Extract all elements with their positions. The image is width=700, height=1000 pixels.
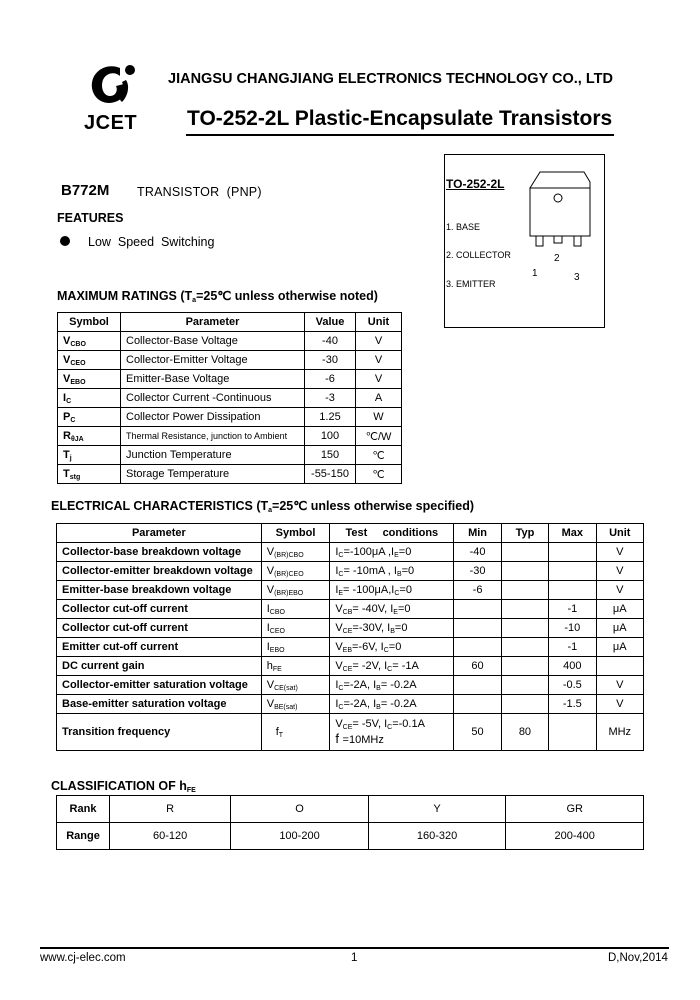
cell-symbol: $I_{CBO}$ — [261, 600, 330, 619]
cell-unit: A — [356, 389, 402, 408]
range-cell: 100-200 — [231, 823, 369, 850]
cell-min: 60 — [454, 657, 501, 676]
cell-unit: V — [596, 543, 643, 562]
cell-unit: V — [596, 676, 643, 695]
cell-min — [454, 619, 501, 638]
page-number: 1 — [351, 952, 358, 964]
table-row — [57, 600, 644, 619]
cell-typ — [501, 676, 548, 695]
pin-number-2: 2 — [554, 253, 560, 264]
col-typ: Typ — [501, 524, 548, 543]
cell-parameter: Collector-base breakdown voltage — [57, 543, 262, 562]
cell-min — [454, 676, 501, 695]
col-unit: Unit — [356, 313, 402, 332]
cell-max: -1.5 — [549, 695, 596, 714]
cell-min: -6 — [454, 581, 501, 600]
cell-value: -30 — [305, 351, 356, 370]
condition-line-2: f =10MHz — [335, 731, 384, 746]
cell-unit: V — [596, 562, 643, 581]
cell-unit: ℃/W — [356, 427, 402, 446]
pin-2-label: 2. COLLECTOR — [446, 250, 511, 260]
electrical-table — [56, 523, 644, 751]
table-row — [58, 408, 402, 427]
cell-typ — [501, 695, 548, 714]
cell-parameter: DC current gain — [57, 657, 262, 676]
cell-unit: μA — [596, 619, 643, 638]
cell-typ — [501, 619, 548, 638]
page-title: TO-252-2L Plastic-Encapsulate Transistors — [187, 107, 613, 130]
condition-line-1: $V_{CE}= -5V$, $I_C=-0.1A$ — [335, 718, 425, 731]
range-label: Range — [57, 823, 110, 850]
cell-max: -10 — [549, 619, 596, 638]
cell-typ — [501, 543, 548, 562]
col-conditions: Test conditions — [330, 524, 454, 543]
cell-typ — [501, 657, 548, 676]
col-parameter: Parameter — [121, 313, 305, 332]
pin-number-3: 3 — [574, 272, 580, 283]
cell-unit: μA — [596, 600, 643, 619]
rank-cell: Y — [368, 796, 506, 823]
cell-symbol: $T_{stg}$ — [58, 465, 121, 484]
cell-symbol: $V_{EBO}$ — [58, 370, 121, 389]
feature-item: Low Speed Switching — [88, 235, 215, 249]
cell-max — [549, 562, 596, 581]
title-underline — [186, 134, 614, 136]
table-row — [58, 427, 402, 446]
cell-min: 50 — [454, 714, 501, 751]
cell-unit: ℃ — [356, 465, 402, 484]
cell-parameter: Thermal Resistance, junction to Ambient — [121, 427, 305, 446]
cell-typ: 80 — [501, 714, 548, 751]
cell-conditions — [330, 714, 454, 751]
range-row — [57, 823, 644, 850]
cell-min — [454, 600, 501, 619]
features-heading: FEATURES — [57, 211, 124, 225]
classification-heading: CLASSIFICATION OF $h_{FE}$ — [51, 779, 196, 794]
cell-symbol: $V_{(BR)EBO}$ — [261, 581, 330, 600]
cell-symbol: $V_{(BR)CBO}$ — [261, 543, 330, 562]
table-row — [57, 676, 644, 695]
cell-unit: V — [356, 351, 402, 370]
col-symbol: Symbol — [261, 524, 330, 543]
cell-symbol: $h_{FE}$ — [261, 657, 330, 676]
cell-max — [549, 543, 596, 562]
table-row — [57, 714, 644, 751]
table-header-row — [58, 313, 402, 332]
cell-symbol: $V_{CE(sat)}$ — [261, 676, 330, 695]
cell-max: 400 — [549, 657, 596, 676]
cell-typ — [501, 562, 548, 581]
cell-value: 150 — [305, 446, 356, 465]
cell-value: -3 — [305, 389, 356, 408]
footer-divider — [40, 947, 669, 949]
cell-value: -40 — [305, 332, 356, 351]
table-row — [57, 619, 644, 638]
range-cell: 200-400 — [506, 823, 644, 850]
cell-max: -1 — [549, 600, 596, 619]
cell-value: 100 — [305, 427, 356, 446]
cell-max: -1 — [549, 638, 596, 657]
cell-parameter: Collector Current -Continuous — [121, 389, 305, 408]
cell-unit — [596, 657, 643, 676]
pin-3-label: 3. EMITTER — [446, 279, 496, 289]
cell-parameter: Emitter-Base Voltage — [121, 370, 305, 389]
cell-conditions: $I_E= -100\mu A,I_C=0$ — [330, 581, 454, 600]
cell-typ — [501, 638, 548, 657]
rank-cell: R — [110, 796, 231, 823]
col-parameter: Parameter — [57, 524, 262, 543]
bullet-icon — [60, 236, 70, 246]
cell-unit: V — [596, 695, 643, 714]
cell-parameter: Storage Temperature — [121, 465, 305, 484]
cell-value: 1.25 — [305, 408, 356, 427]
max-ratings-heading: MAXIMUM RATINGS ($T_a=25℃$ unless otherwise noted) — [57, 289, 378, 304]
table-row — [57, 581, 644, 600]
cell-min: -30 — [454, 562, 501, 581]
cell-unit: μA — [596, 638, 643, 657]
cell-parameter: Collector-emitter breakdown voltage — [57, 562, 262, 581]
cell-parameter: Collector-emitter saturation voltage — [57, 676, 262, 695]
table-row — [58, 370, 402, 389]
pin-number-1: 1 — [532, 268, 538, 279]
cell-typ — [501, 600, 548, 619]
cell-max: -0.5 — [549, 676, 596, 695]
cell-unit: W — [356, 408, 402, 427]
company-name: JIANGSU CHANGJIANG ELECTRONICS TECHNOLOGY CO., LTD — [168, 71, 613, 87]
cell-min — [454, 695, 501, 714]
cell-typ — [501, 581, 548, 600]
cell-symbol: $V_{BE(sat)}$ — [261, 695, 330, 714]
cell-unit: V — [356, 332, 402, 351]
cell-parameter: Base-emitter saturation voltage — [57, 695, 262, 714]
cell-parameter: Collector cut-off current — [57, 600, 262, 619]
part-number: B772M — [61, 182, 110, 199]
cell-conditions: $I_C=-2A$, $I_B= -0.2A$ — [330, 676, 454, 695]
table-row — [57, 638, 644, 657]
cell-unit: MHz — [596, 714, 643, 751]
cell-conditions: $V_{CB}= -40V$, $I_E=0$ — [330, 600, 454, 619]
table-header-row — [57, 524, 644, 543]
col-min: Min — [454, 524, 501, 543]
table-row — [58, 389, 402, 408]
rank-row — [57, 796, 644, 823]
rank-label: Rank — [57, 796, 110, 823]
cell-conditions: $I_C= -10mA$ , $I_B=0$ — [330, 562, 454, 581]
cell-conditions: $I_C=-2A$, $I_B= -0.2A$ — [330, 695, 454, 714]
table-row — [57, 543, 644, 562]
range-cell: 160-320 — [368, 823, 506, 850]
table-row — [57, 657, 644, 676]
cell-min: -40 — [454, 543, 501, 562]
table-row — [58, 332, 402, 351]
cell-unit: V — [356, 370, 402, 389]
cell-symbol: $V_{(BR)CEO}$ — [261, 562, 330, 581]
cell-symbol: $I_{EBO}$ — [261, 638, 330, 657]
classification-table — [56, 795, 644, 850]
table-row — [57, 695, 644, 714]
table-row — [58, 465, 402, 484]
logo-text: JCET — [84, 112, 138, 134]
pin-1-label: 1. BASE — [446, 222, 481, 232]
electrical-heading: ELECTRICAL CHARACTERISTICS ($T_a=25℃$ unless otherwise specified) — [51, 499, 475, 514]
cell-symbol: $P_C$ — [58, 408, 121, 427]
rank-cell: O — [231, 796, 369, 823]
jcet-logo-icon — [86, 60, 138, 112]
footer-url[interactable]: www.cj-elec.com — [40, 952, 126, 964]
cell-symbol: $I_{CEO}$ — [261, 619, 330, 638]
cell-symbol: $f_T$ — [261, 714, 330, 751]
col-symbol: Symbol — [58, 313, 121, 332]
cell-max — [549, 581, 596, 600]
part-description: TRANSISTOR (PNP) — [137, 185, 262, 199]
cell-max — [549, 714, 596, 751]
cell-unit: ℃ — [356, 446, 402, 465]
package-name: TO-252-2L — [446, 177, 505, 191]
cell-parameter: Transition frequency — [57, 714, 262, 751]
cell-symbol: $I_C$ — [58, 389, 121, 408]
cell-parameter: Collector cut-off current — [57, 619, 262, 638]
cell-min — [454, 638, 501, 657]
cell-parameter: Emitter cut-off current — [57, 638, 262, 657]
cell-conditions: $V_{CE}=-30V$, $I_B=0$ — [330, 619, 454, 638]
cell-value: -55-150 — [305, 465, 356, 484]
cell-conditions: $V_{EB}=-6V$, $I_C=0$ — [330, 638, 454, 657]
col-value: Value — [305, 313, 356, 332]
col-unit: Unit — [596, 524, 643, 543]
range-cell: 60-120 — [110, 823, 231, 850]
revision-date: D,Nov,2014 — [608, 952, 668, 964]
table-row — [58, 446, 402, 465]
cell-parameter: Junction Temperature — [121, 446, 305, 465]
cell-symbol: $V_{CBO}$ — [58, 332, 121, 351]
table-row — [57, 562, 644, 581]
max-ratings-table — [57, 312, 402, 484]
cell-value: -6 — [305, 370, 356, 389]
cell-symbol: $V_{CEO}$ — [58, 351, 121, 370]
cell-symbol: $R_{\theta JA}$ — [58, 427, 121, 446]
cell-parameter: Collector Power Dissipation — [121, 408, 305, 427]
cell-parameter: Emitter-base breakdown voltage — [57, 581, 262, 600]
col-max: Max — [549, 524, 596, 543]
cell-parameter: Collector-Emitter Voltage — [121, 351, 305, 370]
cell-unit: V — [596, 581, 643, 600]
table-row — [58, 351, 402, 370]
cell-conditions: $V_{CE}= -2V$, $I_C= -1A$ — [330, 657, 454, 676]
cell-symbol: $T_j$ — [58, 446, 121, 465]
cell-conditions: $I_C=-100\mu A$ $,I_E=0$ — [330, 543, 454, 562]
cell-parameter: Collector-Base Voltage — [121, 332, 305, 351]
rank-cell: GR — [506, 796, 644, 823]
